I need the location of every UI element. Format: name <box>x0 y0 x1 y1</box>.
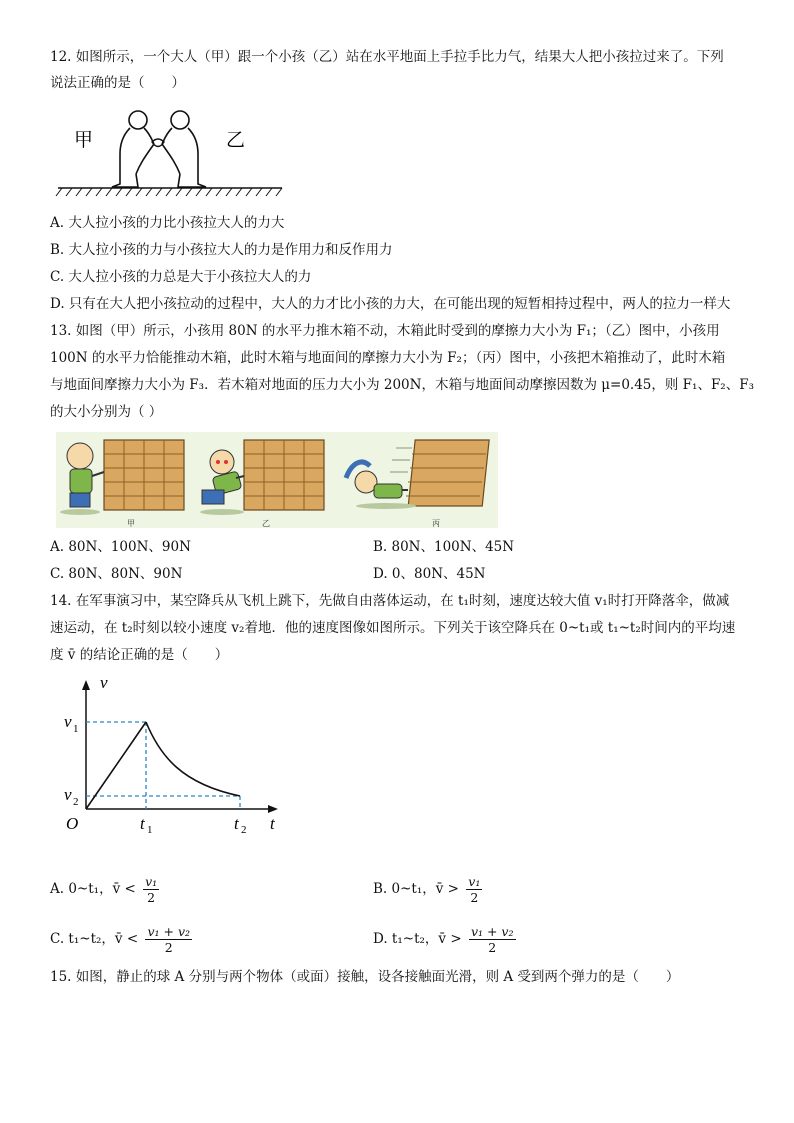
q13-stem-line3: 与地面间摩擦力大小为 F₃．若木箱对地面的压力大小为 200N，木箱与地面间动摩擦因数为 μ=0.45，则 F₁、F₂、F₃ <box>50 377 755 393</box>
q14-option-a-denominator: 2 <box>147 890 156 905</box>
q14-option-b-fraction <box>466 874 482 905</box>
pushing-box-figure <box>56 432 498 528</box>
q14-option-c-numerator: v₁ + v₂ <box>147 924 191 939</box>
q14-option-b[interactable] <box>373 872 482 906</box>
tug-of-war-figure <box>54 104 286 202</box>
q14-option-b-denominator: 2 <box>470 890 479 905</box>
q13-option-a[interactable]: A. 80N、100N、90N <box>50 539 191 555</box>
q14-option-b-prefix: B. 0~t₁，v̄ > <box>373 881 459 897</box>
q13-stem-line2: 100N 的水平力恰能推动木箱，此时木箱与地面间的摩擦力大小为 F₂；（丙）图中，小孩把木箱推动了，此时木箱 <box>50 350 726 366</box>
q12-stem-line1: 12. 如图所示，一个大人（甲）跟一个小孩（乙）站在水平地面上手拉手比力气，结果大人把小孩拉过来了。下列 <box>50 49 724 65</box>
q12-option-b[interactable]: B. 大人拉小孩的力与小孩拉大人的力是作用力和反作用力 <box>50 242 393 258</box>
v2-subscript: 2 <box>73 796 79 808</box>
q13-stem-line4: 的大小分别为（ ） <box>50 404 163 420</box>
q12-option-d[interactable]: D. 只有在大人把小孩拉动的过程中，大人的力才比小孩的力大，在可能出现的短暂相持过程中，两人的拉力一样大 <box>50 296 731 312</box>
q14-stem-line3: 度 v̄ 的结论正确的是（ ） <box>50 647 229 663</box>
axis-t-label: t <box>270 814 275 833</box>
v-axis-arrow <box>82 680 90 690</box>
q14-option-d[interactable] <box>373 922 516 956</box>
q14-option-c[interactable] <box>50 922 192 956</box>
v2-label: v <box>64 785 72 804</box>
caption-bing: 丙 <box>432 519 440 528</box>
q13-option-d[interactable]: D. 0、80N、45N <box>373 566 486 582</box>
axis-v-label: v <box>100 673 108 692</box>
q12-stem-line2: 说法正确的是（ ） <box>50 75 185 91</box>
t-axis-arrow <box>268 805 278 813</box>
adult-figure <box>112 111 154 187</box>
q13-option-b[interactable]: B. 80N、100N、45N <box>373 539 515 555</box>
q13-stem-line1: 13. 如图（甲）所示，小孩用 80N 的水平力推木箱不动，木箱此时受到的摩擦力大小为 F₁；（乙）图中，小孩用 <box>50 323 720 339</box>
child-figure <box>162 111 206 187</box>
q14-option-a[interactable] <box>50 872 159 906</box>
q14-option-d-prefix: D. t₁~t₂，v̄ > <box>373 931 462 947</box>
q14-option-c-prefix: C. t₁~t₂，v̄ < <box>50 931 139 947</box>
q13-option-c[interactable]: C. 80N、80N、90N <box>50 566 183 582</box>
origin-label: O <box>66 814 79 833</box>
q12-option-a[interactable]: A. 大人拉小孩的力比小孩拉大人的力大 <box>50 215 285 231</box>
ground-hatching <box>56 188 282 196</box>
q14-option-c-denominator: 2 <box>164 940 173 955</box>
t2-subscript: 2 <box>241 824 247 836</box>
velocity-time-graph <box>60 672 290 840</box>
panel-jia <box>60 440 184 515</box>
caption-jia: 甲 <box>127 519 135 528</box>
caption-yi: 乙 <box>262 519 270 528</box>
q14-option-a-fraction <box>143 874 159 905</box>
v1-label: v <box>64 712 72 731</box>
q14-stem-line1: 14. 在军事演习中，某空降兵从飞机上跳下，先做自由落体运动，在 t₁时刻，速度达较大值 v₁时打开降落伞，做减 <box>50 593 730 609</box>
t2-label: t <box>234 814 239 833</box>
q14-option-d-denominator: 2 <box>488 940 497 955</box>
t1-subscript: 1 <box>147 824 153 836</box>
q14-option-d-numerator: v₁ + v₂ <box>470 924 514 939</box>
q15-stem-line1: 15. 如图，静止的球 A 分别与两个物体（或面）接触，设各接触面光滑，则 A 受到两个弹力的是（ ） <box>50 969 680 985</box>
q14-option-c-fraction <box>145 924 192 955</box>
panel-yi <box>200 440 324 515</box>
t1-label: t <box>140 814 145 833</box>
q14-stem-line2: 速运动，在 t₂时刻以较小速度 v₂着地．他的速度图像如图所示。下列关于该空降兵在 0~t₁或 t₁~t₂时间内的平均速 <box>50 620 736 636</box>
fig-label-jia: 甲 <box>74 129 94 151</box>
v1-subscript: 1 <box>73 723 79 735</box>
q14-option-a-numerator: v₁ <box>145 874 158 889</box>
q14-option-d-fraction <box>469 924 516 955</box>
q14-option-b-numerator: v₁ <box>468 874 481 889</box>
q12-option-c[interactable]: C. 大人拉小孩的力总是大于小孩拉大人的力 <box>50 269 312 285</box>
deceleration-curve <box>146 722 240 796</box>
fig-label-yi: 乙 <box>226 129 246 151</box>
q14-option-a-prefix: A. 0~t₁，v̄ < <box>50 881 136 897</box>
